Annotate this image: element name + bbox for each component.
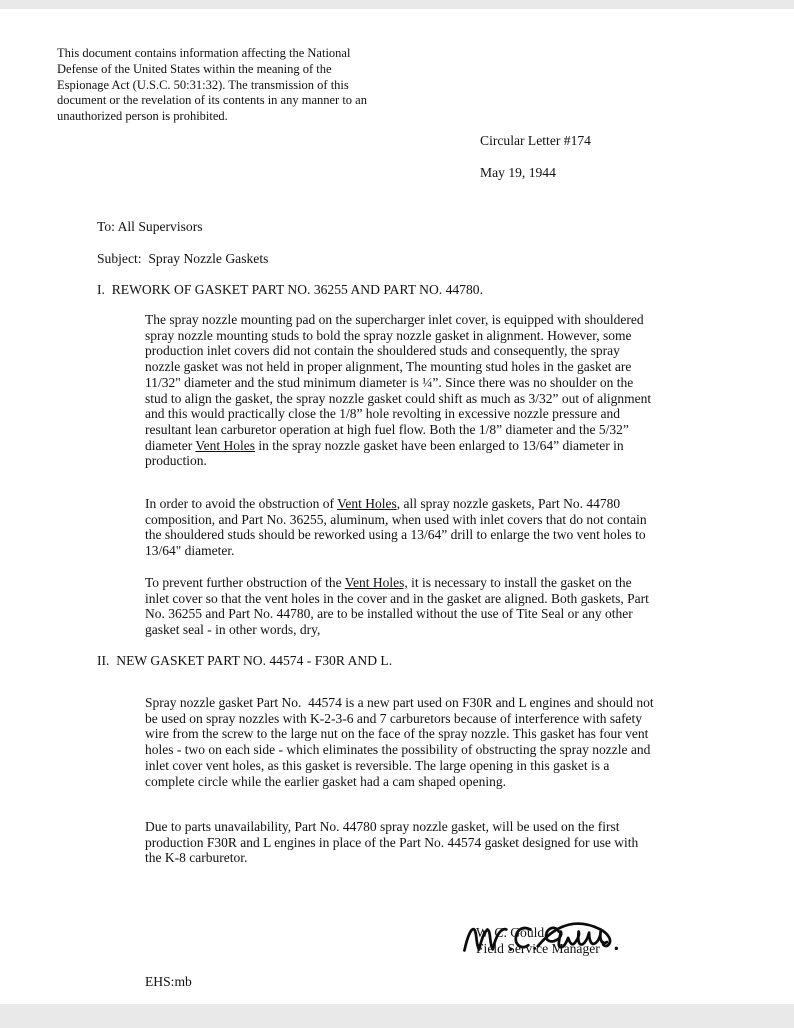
letter-date: May 19, 1944 bbox=[480, 165, 556, 180]
section-2-heading: II. NEW GASKET PART NO. 44574 - F30R AND L. bbox=[97, 653, 393, 668]
to-line: To: All Supervisors bbox=[97, 219, 203, 234]
section-2-paragraph-1: Spray nozzle gasket Part No. 44574 is a new part used on F30R and L engines and should not be used on spray nozzles with K-2-3-6 and 7 carburetors because of interference with safety wire from the screw to the large nut on the face of the spray nozzle. This gasket has four vent holes - two on each side - which eliminates the possibility of obstructing the spray nozzle and inlet cover vent holes, as this gasket is reversible. The large opening in this gasket is a complete circle while the earlier gasket had a cam shaped opening. bbox=[145, 695, 658, 789]
subject-line: Subject: Spray Nozzle Gaskets bbox=[97, 251, 269, 266]
section-1-heading: I. REWORK OF GASKET PART NO. 36255 AND PART NO. 44780. bbox=[97, 282, 483, 297]
section-1-paragraph-1: The spray nozzle mounting pad on the supercharger inlet cover, is equipped with shouldered spray nozzle mounting studs to bold the spray nozzle gasket in alignment. However, some production inlet covers did not contain the shouldered studs and consequently, the spray nozzle gasket was not held in proper alignment, The mounting stud holes in the gasket are 11/32" diameter and the stud minimum diameter is ¼”. Since there was no shoulder on the stud to align the gasket, the spray nozzle gasket could shift as much as 3/32” out of alignment and this would practically close the 1/8” hole revolting in excessive nozzle pressure and resultant lean carburetor operation at high fuel flow. Both the 1/8” diameter and the 5/32” diameter Vent Holes in the spray nozzle gasket have been enlarged to 13/64” diameter in production. bbox=[145, 312, 655, 469]
classification-notice: This document contains information affecting the National Defense of the United States within the meaning of the Espionage Act (U.S.C. 50:31:32). The transmission of this document or the revelation of its contents in any manner to an unauthorized person is prohibited. bbox=[57, 46, 371, 124]
section-1-paragraph-3: To prevent further obstruction of the Vent Holes, it is necessary to install the gasket on the inlet cover so that the vent holes in the cover and in the gasket are aligned. Both gaskets, Part No. 36255 and Part No. 44780, are to be installed without the use of Tite Seal or any other gasket seal - in other words, dry, bbox=[145, 575, 653, 638]
typist-initials: EHS:mb bbox=[145, 974, 192, 989]
signatory-name: W. C. Gould bbox=[476, 925, 545, 940]
signatory-title: Field Service Manager bbox=[476, 941, 600, 956]
section-2-paragraph-2: Due to parts unavailability, Part No. 44780 spray nozzle gasket, will be used on the first production F30R and L engines in place of the Part No. 44574 gasket designed for use with the K-8 carburetor. bbox=[145, 819, 642, 866]
circular-letter-number: Circular Letter #174 bbox=[480, 133, 591, 148]
section-1-paragraph-2: In order to avoid the obstruction of Vent Holes, all spray nozzle gaskets, Part No. 44780 composition, and Part No. 36255, aluminum, when used with inlet covers that do not contain the shouldered studs should be reworked using a 13/64” drill to enlarge the two vent holes to 13/64" diameter. bbox=[145, 496, 651, 559]
handwritten-signature-image bbox=[458, 883, 628, 927]
letter-page bbox=[0, 9, 794, 1004]
